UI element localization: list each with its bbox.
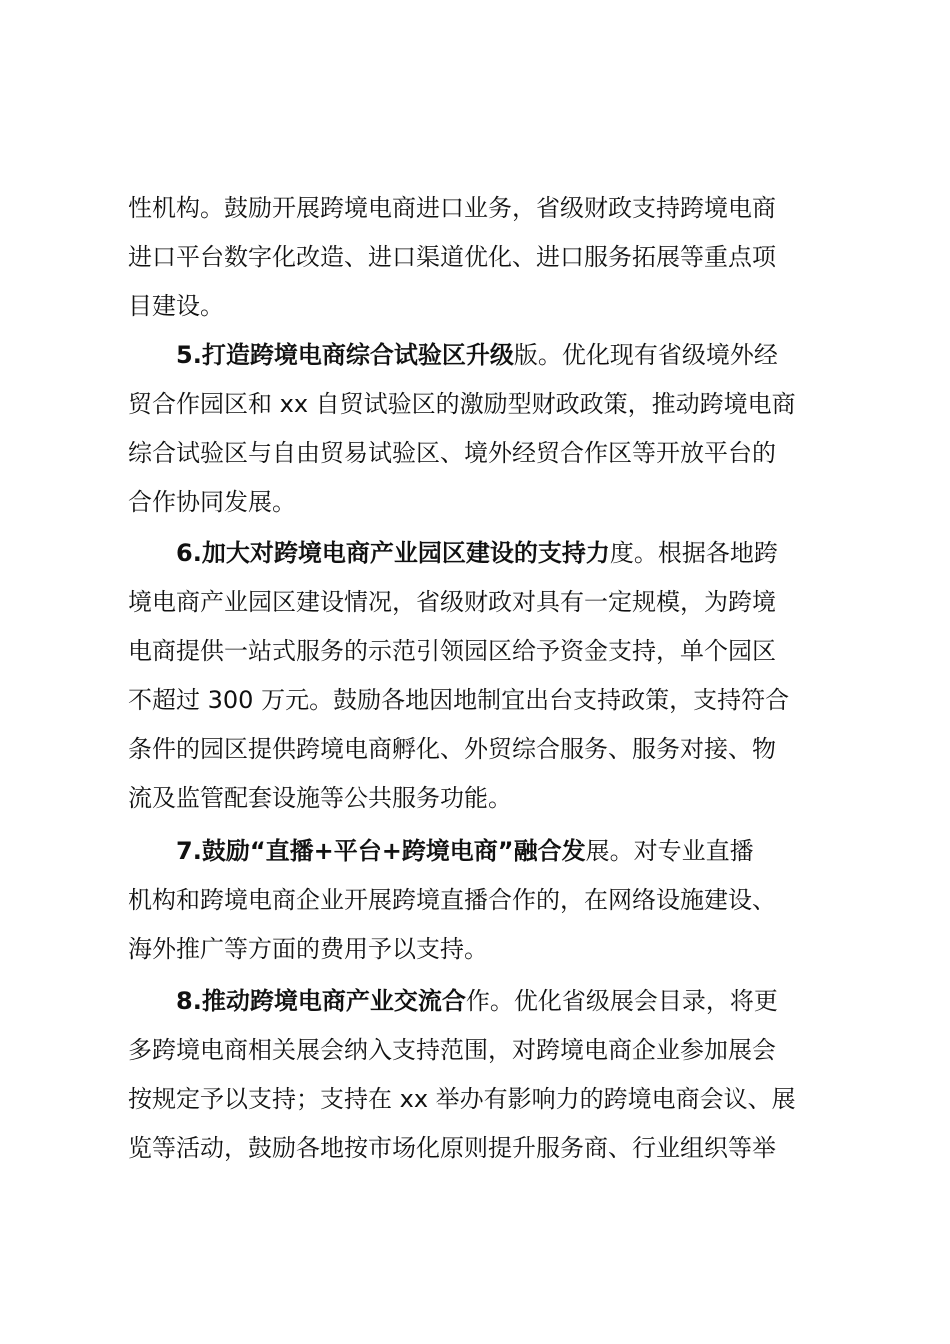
body-text-line: 综合试验区与自由贸易试验区、境外经贸合作区等开放平台的 — [128, 439, 776, 467]
body-text-line: 合作协同发展。 — [128, 488, 296, 516]
body-text-line: 按规定予以支持；支持在 xx 举办有影响力的跨境电商会议、展 — [128, 1085, 796, 1113]
body-text-line: 境电商产业园区建设情况，省级财政对具有一定规模，为跨境 — [128, 588, 776, 616]
section-8-first-line — [176, 983, 833, 1019]
body-text-line: 机构和跨境电商企业开展跨境直播合作的，在网络设施建设、 — [128, 886, 776, 914]
body-text-line: 海外推广等方面的费用予以支持。 — [128, 935, 488, 963]
body-text-line: 进口平台数字化改造、进口渠道优化、进口服务拓展等重点项 — [128, 243, 776, 271]
body-text-line: 流及监管配套设施等公共服务功能。 — [128, 784, 512, 812]
section-6-heading: 6.加大对跨境电商产业园区建设的支持力 — [176, 539, 610, 567]
section-8-text: 作。优化省级展会目录，将更 — [465, 987, 778, 1015]
section-6-first-line — [176, 535, 833, 571]
section-5-text: 版。优化现有省级境外经 — [513, 341, 778, 369]
section-5-first-line — [176, 337, 833, 373]
body-text-line: 览等活动，鼓励各地按市场化原则提升服务商、行业组织等举 — [128, 1134, 776, 1162]
body-text-line: 电商提供一站式服务的示范引领园区给予资金支持，单个园区 — [128, 637, 776, 665]
section-8-heading: 8.推动跨境电商产业交流合 — [176, 987, 466, 1015]
section-7-heading: 7.鼓励“直播+平台+跨境电商”融合发 — [176, 837, 586, 865]
body-text-line: 性机构。鼓励开展跨境电商进口业务，省级财政支持跨境电商 — [128, 194, 776, 222]
section-5-heading: 5.打造跨境电商综合试验区升级 — [176, 341, 514, 369]
section-7-first-line — [176, 833, 833, 869]
body-text-line: 多跨境电商相关展会纳入支持范围，对跨境电商企业参加展会 — [128, 1036, 776, 1064]
body-text-line: 不超过 300 万元。鼓励各地因地制宜出台支持政策，支持符合 — [128, 686, 790, 714]
body-text-line: 贸合作园区和 xx 自贸试验区的激励型财政政策，推动跨境电商 — [128, 390, 796, 418]
body-text-line: 目建设。 — [128, 292, 224, 320]
section-7-text: 展。对专业直播 — [585, 837, 754, 865]
body-text-line: 条件的园区提供跨境电商孵化、外贸综合服务、服务对接、物 — [128, 735, 776, 763]
section-6-text: 度。根据各地跨 — [609, 539, 778, 567]
